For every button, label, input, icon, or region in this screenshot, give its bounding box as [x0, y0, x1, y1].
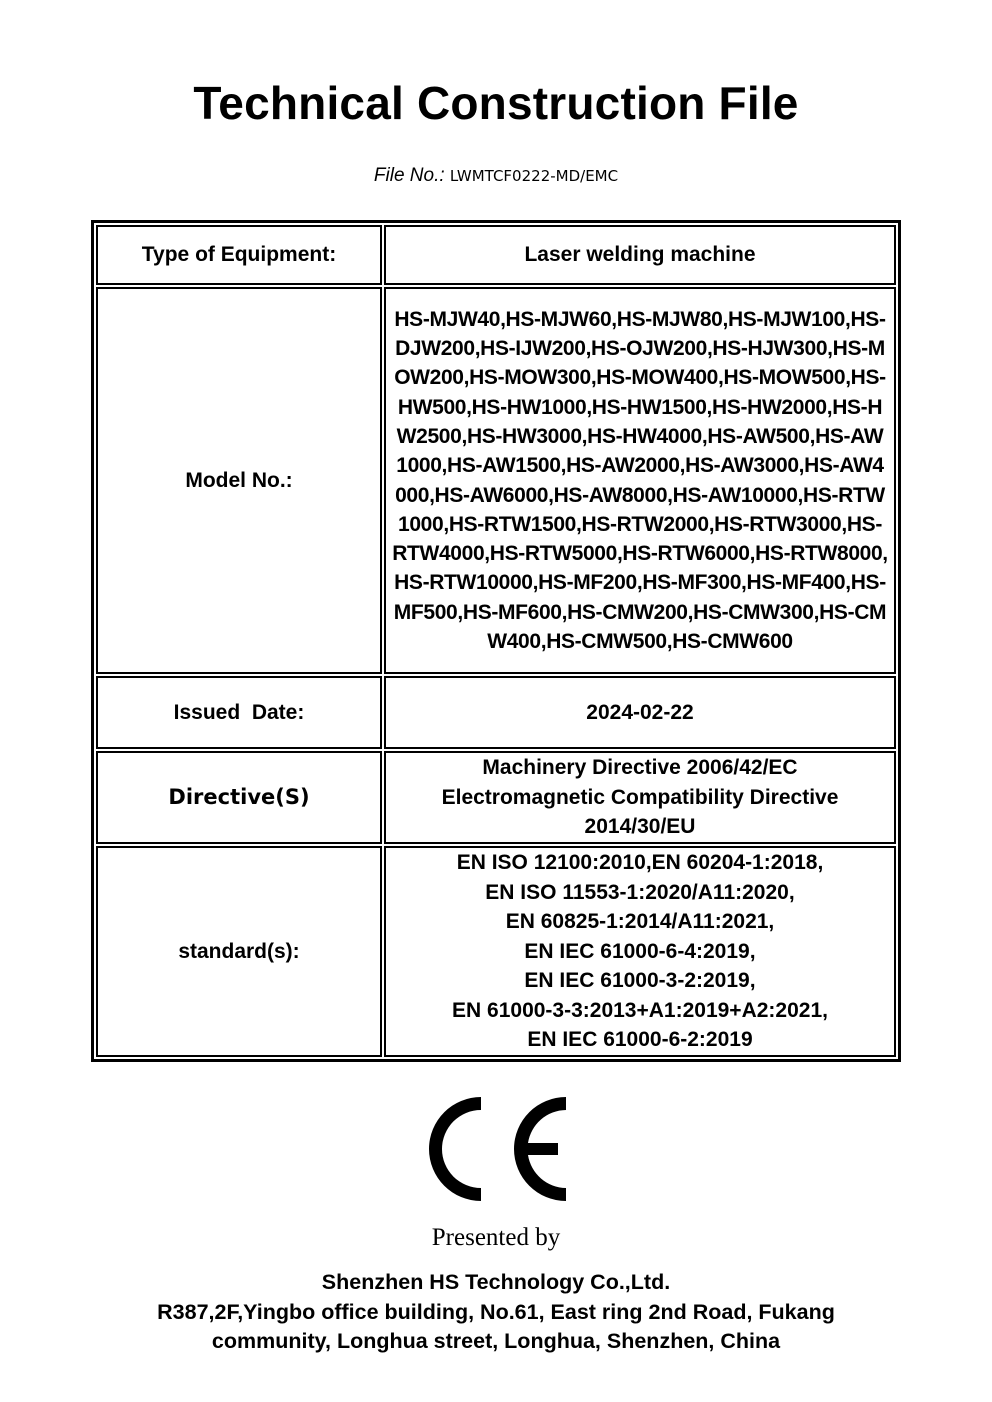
- directive-value-cell: [384, 751, 896, 844]
- document-title: Technical Construction File: [193, 77, 799, 129]
- info-table: [91, 220, 901, 1062]
- model-value-cell: [384, 287, 896, 674]
- table-row-issued: [96, 676, 896, 749]
- directive-line: Machinery Directive 2006/42/EC: [482, 756, 798, 780]
- standards-label: standard(s):: [178, 939, 300, 963]
- equipment-label: Type of Equipment:: [141, 243, 337, 267]
- issued-value-cell: [384, 676, 896, 749]
- directive-label: Directive(S): [168, 784, 310, 809]
- table-row-equipment: [96, 225, 896, 285]
- ce-mark-icon: [424, 1092, 568, 1206]
- table-row-standards: [96, 846, 896, 1057]
- directive-label-cell: [96, 751, 382, 844]
- model-label: Model No.:: [185, 468, 293, 492]
- issued-label-cell: [96, 676, 382, 749]
- model-label-cell: [96, 287, 382, 674]
- standards-label-cell: [96, 846, 382, 1057]
- standard-line: EN IEC 61000-6-4:2019,: [524, 939, 756, 963]
- issued-label: Issued Date:: [173, 700, 305, 724]
- directive-line: Electromagnetic Compatibility Directive: [441, 785, 839, 809]
- file-number: [0, 164, 992, 188]
- standard-line: EN 60825-1:2014/A11:2021,: [505, 910, 775, 934]
- presented-by: Presented by: [431, 1224, 561, 1251]
- equipment-value: Laser welding machine: [524, 243, 756, 267]
- directive-line: 2014/30/EU: [584, 815, 696, 839]
- standards-value-cell: [384, 846, 896, 1057]
- directive-list: [392, 753, 888, 842]
- equipment-value-cell: [384, 225, 896, 285]
- company-address-line: R387,2F,Yingbo office building, No.61, East ring 2nd Road, Fukang: [157, 1299, 835, 1324]
- table-row-model: [96, 287, 896, 674]
- company-address-line: community, Longhua street, Longhua, Shenzhen, China: [211, 1329, 781, 1353]
- company-name: Shenzhen HS Technology Co.,Ltd.: [321, 1270, 671, 1294]
- standard-line: EN IEC 61000-3-2:2019,: [524, 969, 756, 993]
- file-number-value: LWMTCF0222-MD/EMC: [449, 167, 619, 185]
- standard-line: EN ISO 12100:2010,EN 60204-1:2018,: [456, 851, 824, 875]
- standard-line: EN 61000-3-3:2013+A1:2019+A2:2021,: [452, 998, 828, 1022]
- equipment-label-cell: [96, 225, 382, 285]
- issued-date: 2024-02-22: [586, 700, 694, 724]
- company-block: [0, 1268, 992, 1357]
- file-number-label: File No.:: [373, 165, 445, 186]
- standard-line: EN ISO 11553-1:2020/A11:2020,: [485, 880, 795, 904]
- model-list: HS-MJW40,HS-MJW60,HS-MJW80,HS-MJW100,HS-DJW200,HS-IJW200,HS-OJW200,HS-HJW300,HS-MOW200,HS-MOW300,HS-MOW400,HS-MOW500,HS-HW500,HS-HW1000,HS-HW1500,HS-HW2000,HS-HW2500,HS-HW3000,HS-HW4000,HS-AW500,HS-AW1000,HS-AW1500,HS-AW2000,HS-AW3000,HS-AW4000,HS-AW6000,HS-AW8000,HS-AW10000,HS-RTW1000,HS-RTW1500,HS-RTW2000,HS-RTW3000,HS-RTW4000,HS-RTW5000,HS-RTW6000,HS-RTW8000,HS-RTW10000,HS-MF200,HS-MF300,HS-MF400,HS-MF500,HS-MF600,HS-CMW200,HS-CMW300,HS-CMW400,HS-CMW500,HS-CMW600: [392, 307, 888, 653]
- table-row-directive: [96, 751, 896, 844]
- standards-list: [392, 848, 888, 1055]
- standard-line: EN IEC 61000-6-2:2019: [527, 1028, 753, 1052]
